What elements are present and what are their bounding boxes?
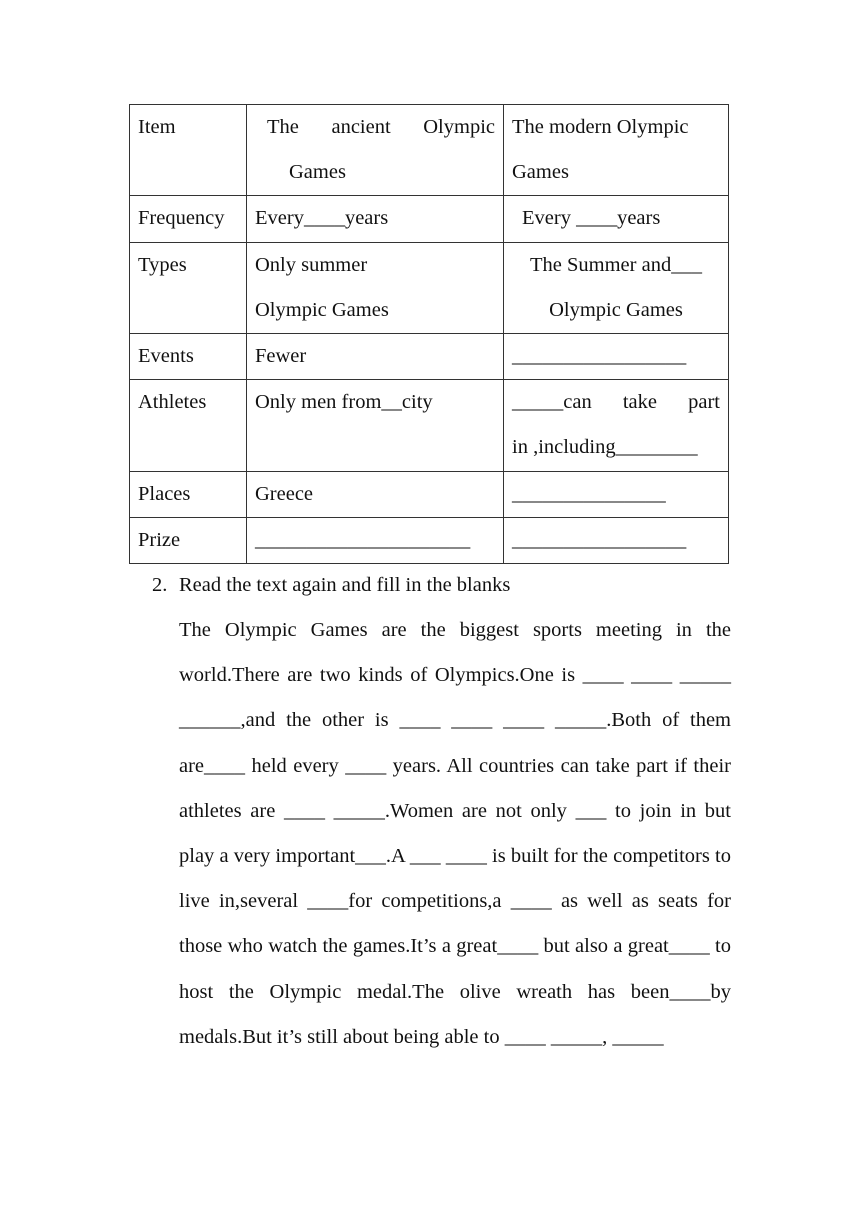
header-ancient-line2: Games (289, 161, 346, 184)
athletes-modern-line2: in ,including________ (512, 436, 698, 459)
table-row (130, 196, 729, 242)
types-ancient (247, 242, 504, 333)
table-row (130, 471, 729, 517)
table-row (130, 242, 729, 333)
table-row (130, 334, 729, 380)
header-modern-line1: The modern Olympic (512, 116, 689, 138)
types-ancient-line2: Olympic Games (255, 298, 389, 321)
row-label-frequency: Frequency (130, 196, 247, 242)
row-label-types: Types (130, 242, 247, 333)
row-label-prize: Prize (130, 517, 247, 563)
table-header-row (130, 105, 729, 196)
types-modern-line2: Olympic Games (549, 298, 683, 321)
exercise-instruction: Read the text again and fill in the blanks (179, 574, 511, 596)
prize-modern: _________________ (504, 517, 729, 563)
header-item-label: Item (138, 116, 176, 138)
places-modern: _______________ (504, 471, 729, 517)
athletes-ancient: Only men from__city (247, 380, 504, 471)
header-item (130, 105, 247, 196)
exercise-heading (152, 563, 732, 608)
events-ancient: Fewer (247, 334, 504, 380)
prize-ancient: _____________________ (247, 517, 504, 563)
header-modern (504, 105, 729, 196)
row-label-athletes: Athletes (130, 380, 247, 471)
table-row (130, 517, 729, 563)
exercise-2 (152, 563, 732, 1060)
row-label-events: Events (130, 334, 247, 380)
row-label-places: Places (130, 471, 247, 517)
athletes-modern-line1: _____can take part (512, 391, 720, 414)
types-modern-line1: The Summer and___ (530, 253, 702, 276)
header-modern-line2: Games (512, 161, 569, 184)
comparison-table (129, 104, 729, 564)
types-modern (504, 242, 729, 333)
athletes-modern (504, 380, 729, 471)
types-ancient-line1: Only summer (255, 253, 368, 276)
table-row (130, 380, 729, 471)
fill-in-paragraph: The Olympic Games are the biggest sports meeting in the world.There are two kinds of Olympics.One is ____ ____ _____ ______,and the other is ____ ____ ____ _____.Both of them are____ held every ____ years. All countries can take part if their athletes are ____ _____.Women are not only ___ to join in but play a very important___.A ___ ____ is built for the competitors to live in,several ____for competitions,a ____ as well as seats for those who watch the games.It’s a great____ but also a great____ to host the Olympic medal.The olive wreath has been____by medals.But it’s still about being able to ____ _____, _____ (179, 619, 731, 1048)
header-ancient-line1: The ancient Olympic (267, 116, 495, 138)
header-ancient (247, 105, 504, 196)
frequency-modern: Every ____years (504, 196, 729, 242)
exercise-number: 2. (152, 574, 168, 596)
places-ancient: Greece (247, 471, 504, 517)
frequency-ancient: Every____years (247, 196, 504, 242)
events-modern: _________________ (504, 334, 729, 380)
